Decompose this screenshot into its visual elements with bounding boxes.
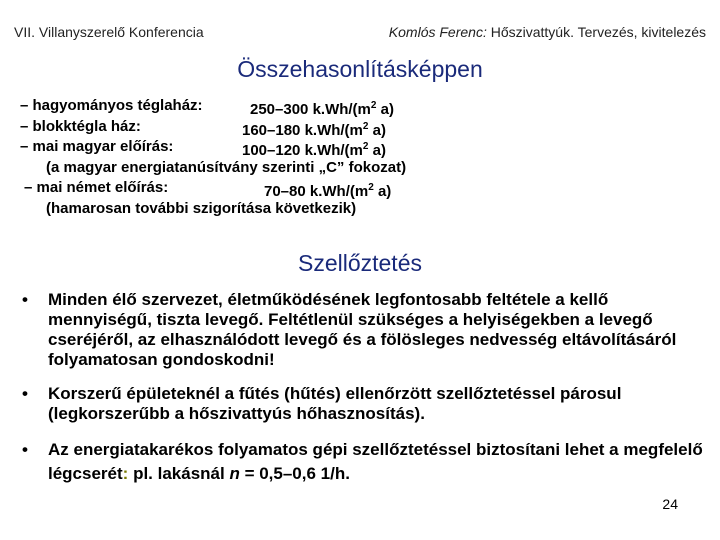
section-title-comparison: Összehasonlításképpen (237, 56, 483, 82)
header-conference: VII. Villanyszerelő Konferencia (14, 24, 204, 40)
spec-note (20, 158, 700, 179)
spec-row (20, 117, 700, 138)
bullet-icon: • (22, 440, 28, 459)
spec-value: 100–120 $k.Wh/(m^2$ a) (242, 141, 386, 159)
spec-row (20, 96, 700, 117)
spec-note-text: (hamarosan további szigorítása következik) (46, 199, 357, 217)
spec-row (20, 178, 700, 199)
bullet-icon: • (22, 384, 28, 403)
header-author-title (389, 24, 706, 40)
spec-label: – mai német előírás: (24, 179, 169, 196)
spec-label: – hagyományos téglaház: (20, 97, 203, 114)
header-author: Komlós Ferenc: (388, 24, 487, 40)
bullet-icon: • (22, 290, 28, 309)
bullet-text: Minden élő szervezet, életműködésének legfontosabb feltétele a kellő mennyiségű, tiszta levegő. Feltétlenül szükséges a helyiségekben a levegő cseréjéről, az elhasználódott levegő és a fölösleges nedvesség eltávolításáról folyamatosan gondoskodni! (48, 290, 677, 369)
header-subtitle: Hőszivattyúk. Tervezés, kivitelezés (490, 24, 706, 40)
section-title-ventilation: Szellőztetés (297, 250, 422, 276)
ventilation-bullets (22, 290, 708, 500)
spec-note (20, 199, 700, 220)
spec-row (20, 137, 700, 158)
spec-label: – blokktégla ház: (20, 117, 141, 135)
spec-value: 250–300 $k.Wh/(m^2$ a) (250, 100, 394, 118)
list-item (22, 438, 708, 486)
list-item (22, 290, 708, 370)
spec-value: 160–180 $k.Wh/(m^2$ a) (242, 120, 386, 139)
bullet-text: Az energiatakarékos folyamatos gépi szellőztetéssel biztosítani lehet a megfelelő légcserét: pl. lakásnál n = 0,5–0,6 1/h. (48, 440, 703, 483)
bullet-text: Korszerű épületeknél a fűtés (hűtés) ellenőrzött szellőztetéssel párosul (legkorszerűbb a hőszivattyús hőhasznosítás). (48, 384, 622, 423)
comparison-list (20, 96, 700, 219)
page-number: 24 (662, 496, 678, 512)
spec-note-text: (a magyar energiatanúsítvány szerinti „C” fokozat) (46, 158, 407, 176)
spec-value: 70–80 $k.Wh/(m^2$ a) (264, 182, 392, 200)
spec-label: – mai magyar előírás: (20, 138, 174, 155)
list-item (22, 384, 708, 424)
